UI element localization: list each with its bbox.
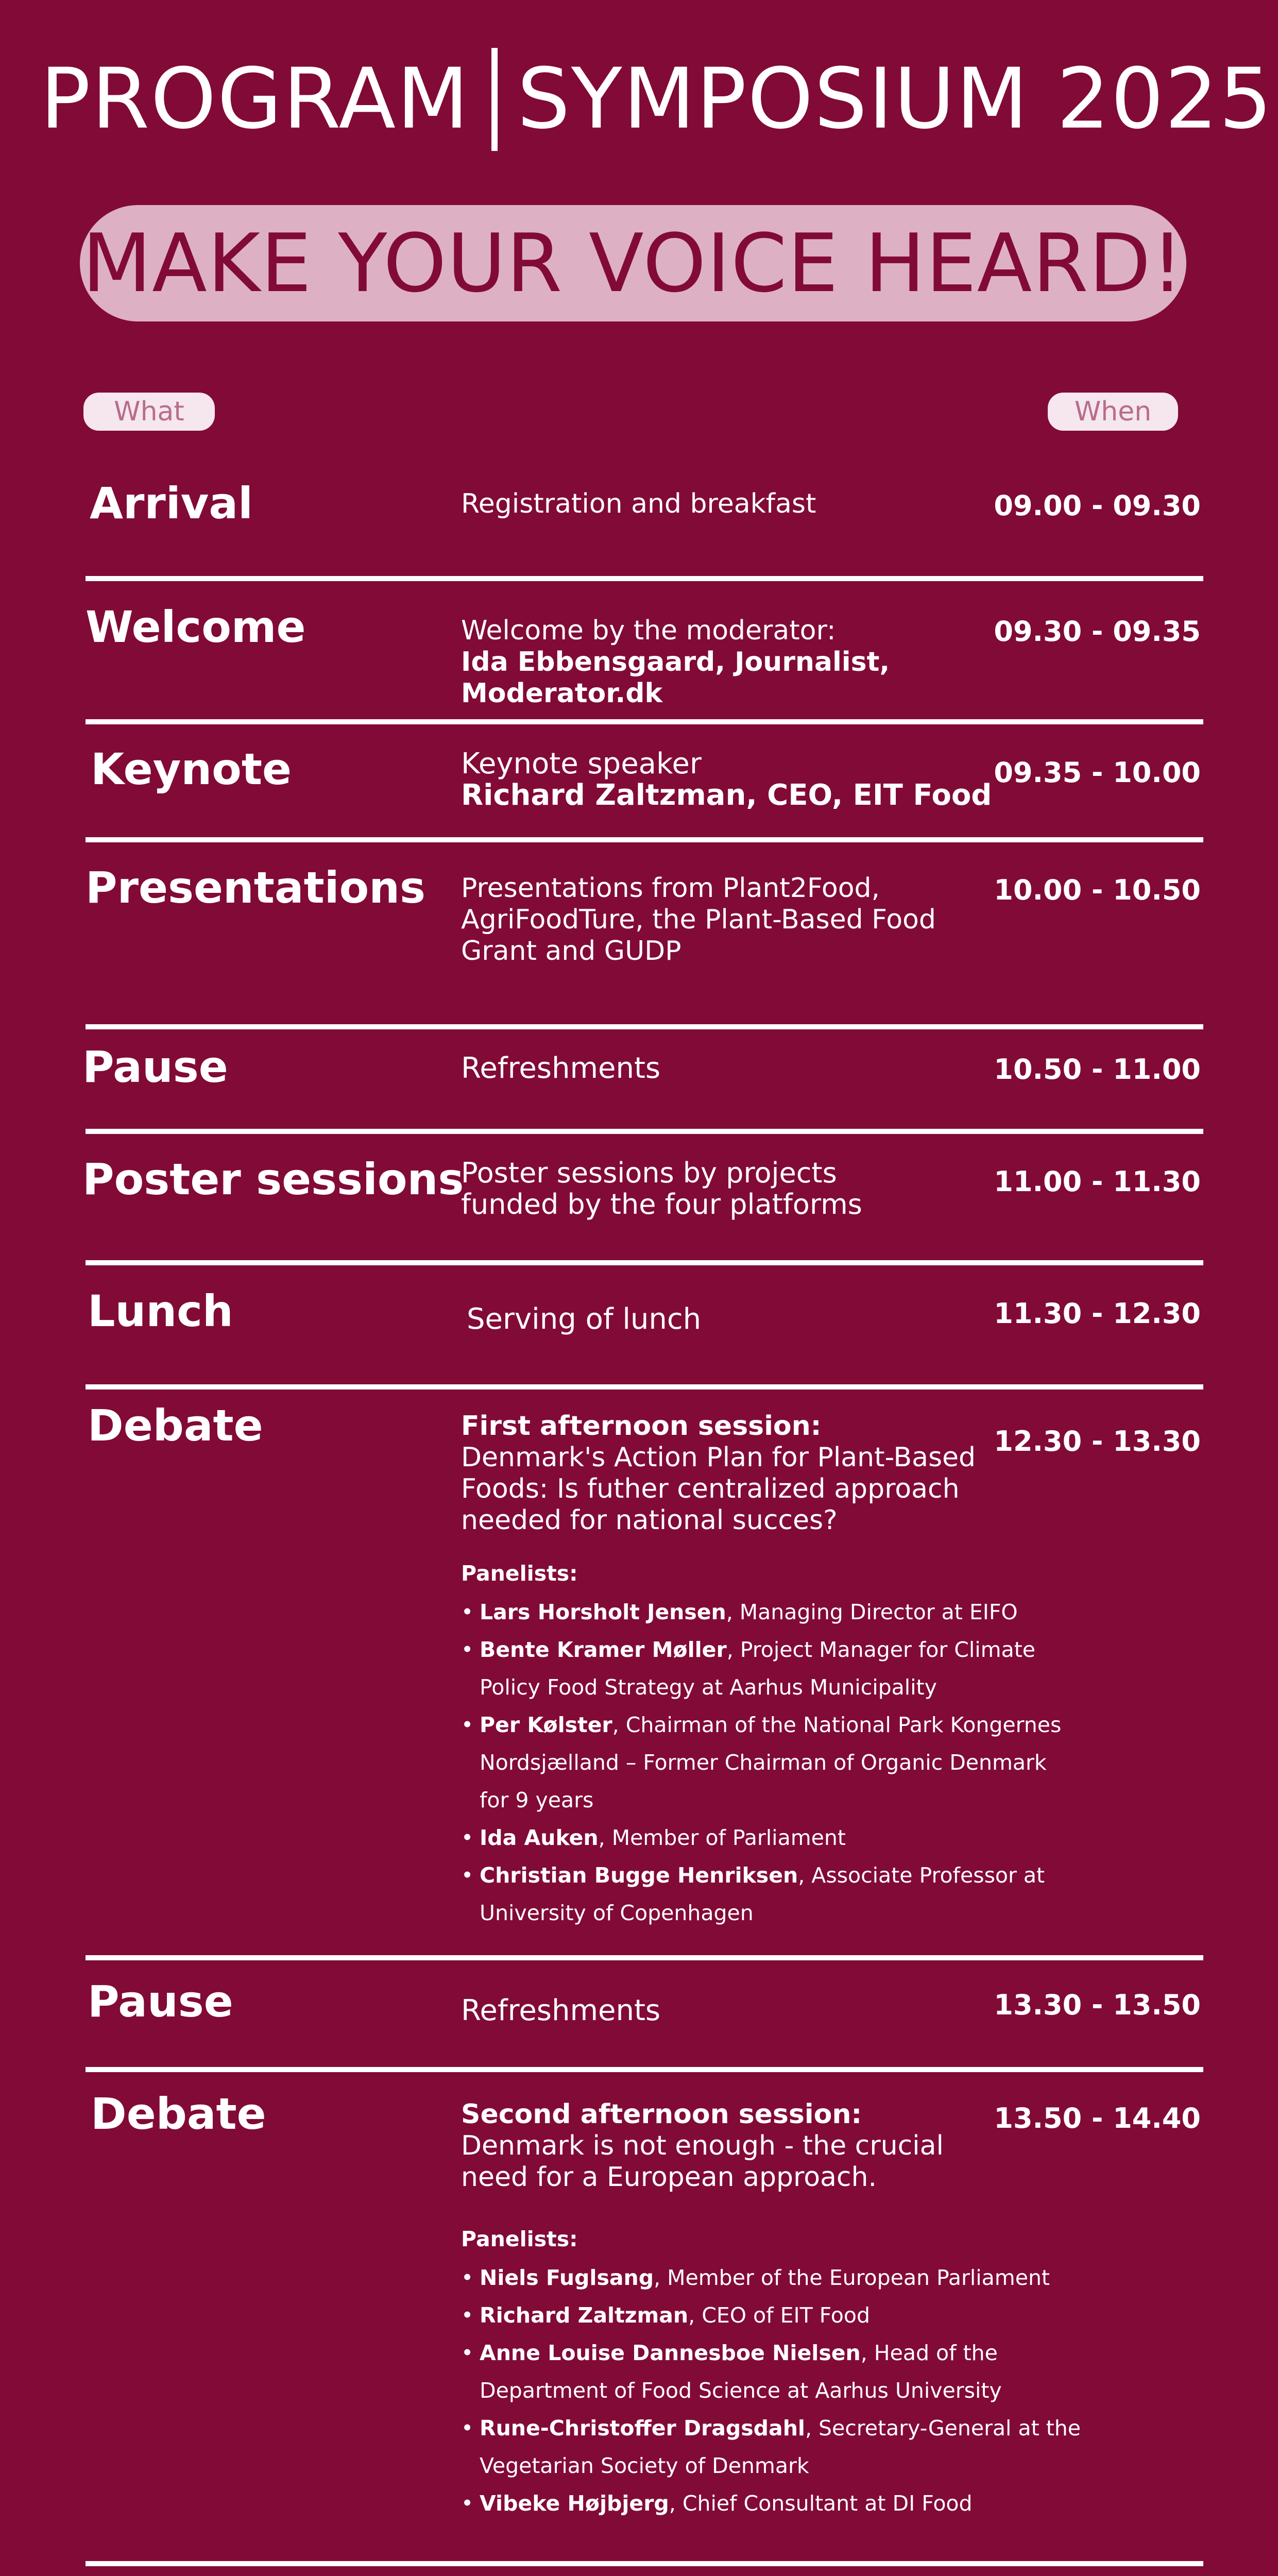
row-welcome-desc: Welcome by the moderator: Ida Ebbensgaard, Journalist, Moderator.dk bbox=[461, 615, 890, 709]
row-pause-2-what: Pause bbox=[88, 1976, 233, 2027]
divider bbox=[86, 837, 1203, 842]
panelist-list-item: • Anne Louise Dannesboe Nielsen, Head of the Department of Food Science at Aarhus University bbox=[461, 2334, 1182, 2410]
title-separator bbox=[491, 48, 498, 151]
panelist-list-item: • Bente Kramer Møller, Project Manager for Climate Policy Food Strategy at Aarhus Municipality bbox=[461, 1631, 1182, 1706]
panelist-list-item: • Vibeke Højbjerg, Chief Consultant at DI Food bbox=[461, 2485, 1182, 2522]
when-column-tag: When bbox=[1048, 393, 1178, 431]
row-lunch-desc: Serving of lunch bbox=[467, 1302, 702, 1336]
row-lunch-time: 11.30 - 12.30 bbox=[994, 1297, 1201, 1330]
row-presentations-desc: Presentations from Plant2Food, AgriFoodTure, the Plant-Based Food Grant and GUDP bbox=[461, 873, 936, 967]
slogan-banner: MAKE YOUR VOICE HEARD! bbox=[80, 205, 1186, 321]
divider bbox=[86, 1024, 1203, 1029]
row-pause-2-desc: Refreshments bbox=[461, 1994, 661, 2027]
row-poster-sessions-desc: Poster sessions by projects funded by the four platforms bbox=[461, 1157, 862, 1221]
divider bbox=[86, 2561, 1203, 2566]
page-title bbox=[40, 45, 1273, 159]
row-debate-2-desc: Second afternoon session: Denmark is not enough - the crucial need for a European approach. bbox=[461, 2099, 944, 2193]
row-keynote-time: 09.35 - 10.00 bbox=[994, 756, 1201, 789]
row-pause-time: 10.50 - 11.00 bbox=[994, 1053, 1201, 1086]
what-column-tag: What bbox=[83, 393, 215, 431]
row-debate-1-time: 12.30 - 13.30 bbox=[994, 1425, 1201, 1458]
row-welcome-what: Welcome bbox=[86, 602, 306, 652]
divider bbox=[86, 1955, 1203, 1960]
panelist-list-item: • Niels Fuglsang, Member of the European Parliament bbox=[461, 2259, 1182, 2297]
title-symposium: SYMPOSIUM 2025 bbox=[517, 50, 1273, 148]
panelist-list-item: • Richard Zaltzman, CEO of EIT Food bbox=[461, 2297, 1182, 2334]
divider bbox=[86, 1384, 1203, 1389]
title-program: PROGRAM bbox=[40, 50, 470, 148]
divider bbox=[86, 1260, 1203, 1265]
row-arrival-desc: Registration and breakfast bbox=[461, 488, 816, 519]
panelist-list-item: • Christian Bugge Henriksen, Associate Professor at University of Copenhagen bbox=[461, 1857, 1182, 1932]
debate-1-panelists bbox=[461, 1555, 1182, 1932]
panelist-list-item: • Per Kølster, Chairman of the National Park Kongernes Nordsjælland – Former Chairman of Organic Denmark for 9 years bbox=[461, 1706, 1182, 1819]
panelists-label: Panelists: bbox=[461, 1561, 578, 1586]
debate-2-panelists bbox=[461, 2221, 1182, 2522]
divider bbox=[86, 576, 1203, 581]
row-debate-2-what: Debate bbox=[91, 2089, 266, 2139]
row-keynote-what: Keynote bbox=[91, 744, 292, 794]
divider bbox=[86, 2067, 1203, 2072]
row-welcome-time: 09.30 - 09.35 bbox=[994, 615, 1201, 648]
row-debate-1-what: Debate bbox=[88, 1400, 263, 1451]
panelist-list-item: • Ida Auken, Member of Parliament bbox=[461, 1819, 1182, 1857]
divider bbox=[86, 1129, 1203, 1134]
panelists-label: Panelists: bbox=[461, 2227, 578, 2251]
row-pause-what: Pause bbox=[82, 1042, 228, 1092]
row-poster-sessions-what: Poster sessions bbox=[82, 1154, 464, 1205]
divider bbox=[86, 719, 1203, 724]
row-arrival-time: 09.00 - 09.30 bbox=[994, 489, 1201, 522]
row-debate-2-time: 13.50 - 14.40 bbox=[994, 2102, 1201, 2134]
row-arrival-what: Arrival bbox=[90, 478, 253, 529]
row-presentations-time: 10.00 - 10.50 bbox=[994, 874, 1201, 906]
row-keynote-desc: Keynote speaker Richard Zaltzman, CEO, EIT Food bbox=[461, 747, 992, 812]
row-presentations-what: Presentations bbox=[86, 862, 426, 913]
row-poster-sessions-time: 11.00 - 11.30 bbox=[994, 1165, 1201, 1198]
panelist-list-item: • Lars Horsholt Jensen, Managing Director at EIFO bbox=[461, 1594, 1182, 1631]
row-pause-2-time: 13.30 - 13.50 bbox=[994, 1989, 1201, 2021]
panelist-list-item: • Rune-Christoffer Dragsdahl, Secretary-General at the Vegetarian Society of Denmark bbox=[461, 2410, 1182, 2485]
row-debate-1-desc: First afternoon session: Denmark's Action Plan for Plant-Based Foods: Is futher centralized approach needed for national succes? bbox=[461, 1411, 976, 1536]
row-pause-desc: Refreshments bbox=[461, 1052, 661, 1085]
row-lunch-what: Lunch bbox=[88, 1286, 233, 1336]
